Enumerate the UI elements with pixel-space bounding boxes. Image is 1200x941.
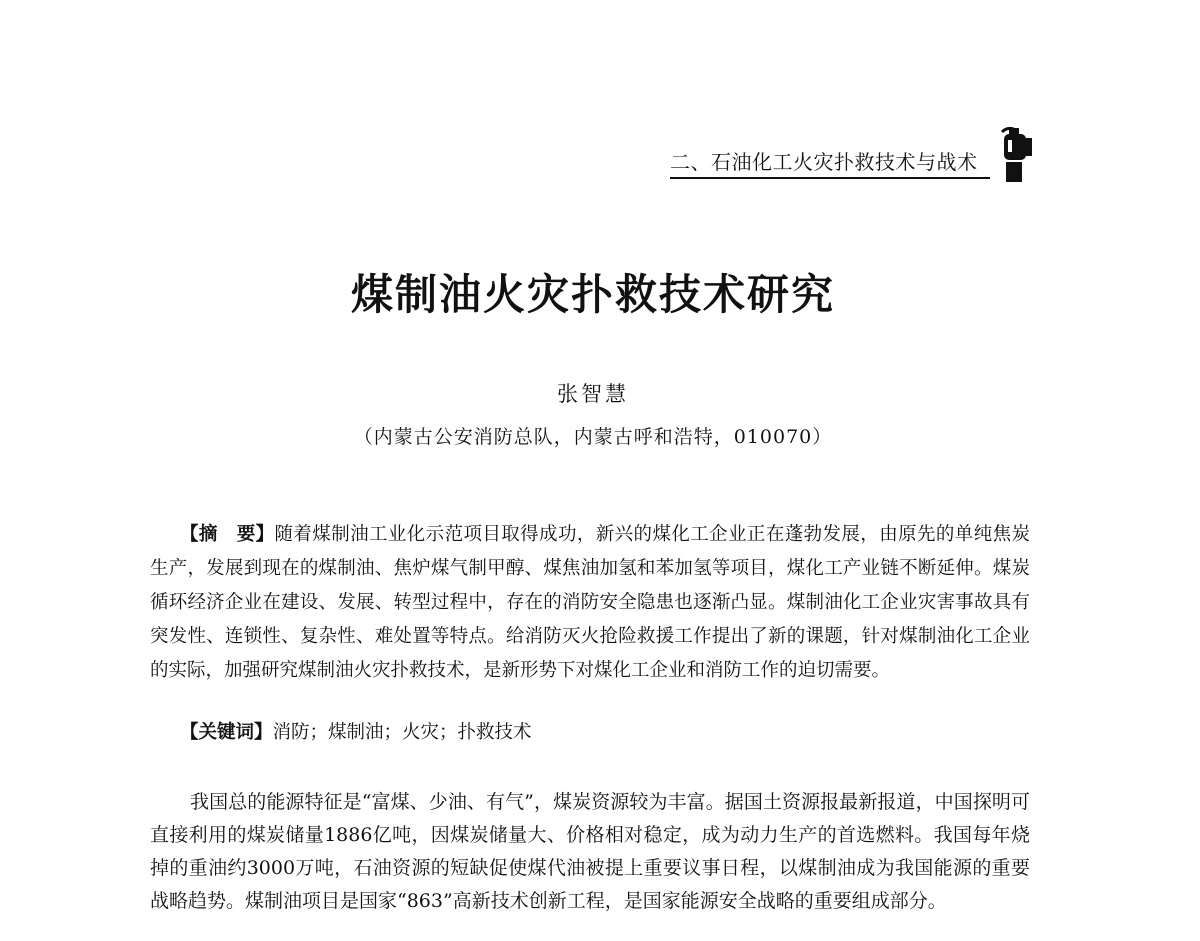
keywords-text: 消防；煤制油；火灾；扑救技术 xyxy=(272,722,532,743)
article-title: 煤制油火灾扑救技术研究 xyxy=(350,270,835,319)
abstract-text: 随着煤制油工业化示范项目取得成功，新兴的煤化工企业正在蓬勃发展，由原先的单纯焦炭生产，发展到现在的煤制油、焦炉煤气制甲醇、煤焦油加氢和苯加氢等项目，煤化工产业链不断延伸。煤炭循环经济企业在建设、发展、转型过程中，存在的消防安全隐患也逐渐凸显。煤制油化工企业灾害事故具有突发性、连锁性、复杂性、难处置等特点。给消防灭火抢险救援工作提出了新的课题，针对煤制油化工企业的实际，加强研究煤制油火灾扑救技术，是新形势下对煤化工企业和消防工作的迫切需要。 xyxy=(150,524,1030,681)
abstract-label: 【摘 要】 xyxy=(180,524,275,545)
author-name: 张智慧 xyxy=(557,382,629,406)
body-paragraph: 我国总的能源特征是“富煤、少油、有气”，煤炭资源较为丰富。据国土资源报最新报道，中国探明可直接利用的煤炭储量1886亿吨，因煤炭储量大、价格相对稳定，成为动力生产的首选燃料。我国每年烧掉的重油约3000万吨，石油资源的短缺促使煤代油被提上重要议事日程，以煤制油成为我国能源的重要战略趋势。煤制油项目是国家“863”高新技术创新工程，是国家能源安全战略的重要组成部分。 xyxy=(150,791,1030,912)
keywords-label: 【关键词】 xyxy=(180,722,273,743)
author-affiliation: （内蒙古公安消防总队，内蒙古呼和浩特，010070） xyxy=(353,426,833,448)
abstract xyxy=(150,518,1030,688)
running-header: 二、石油化工火灾扑救技术与战术 xyxy=(670,146,990,179)
fire-extinguisher-icon xyxy=(996,124,1036,184)
keywords xyxy=(180,718,1030,748)
